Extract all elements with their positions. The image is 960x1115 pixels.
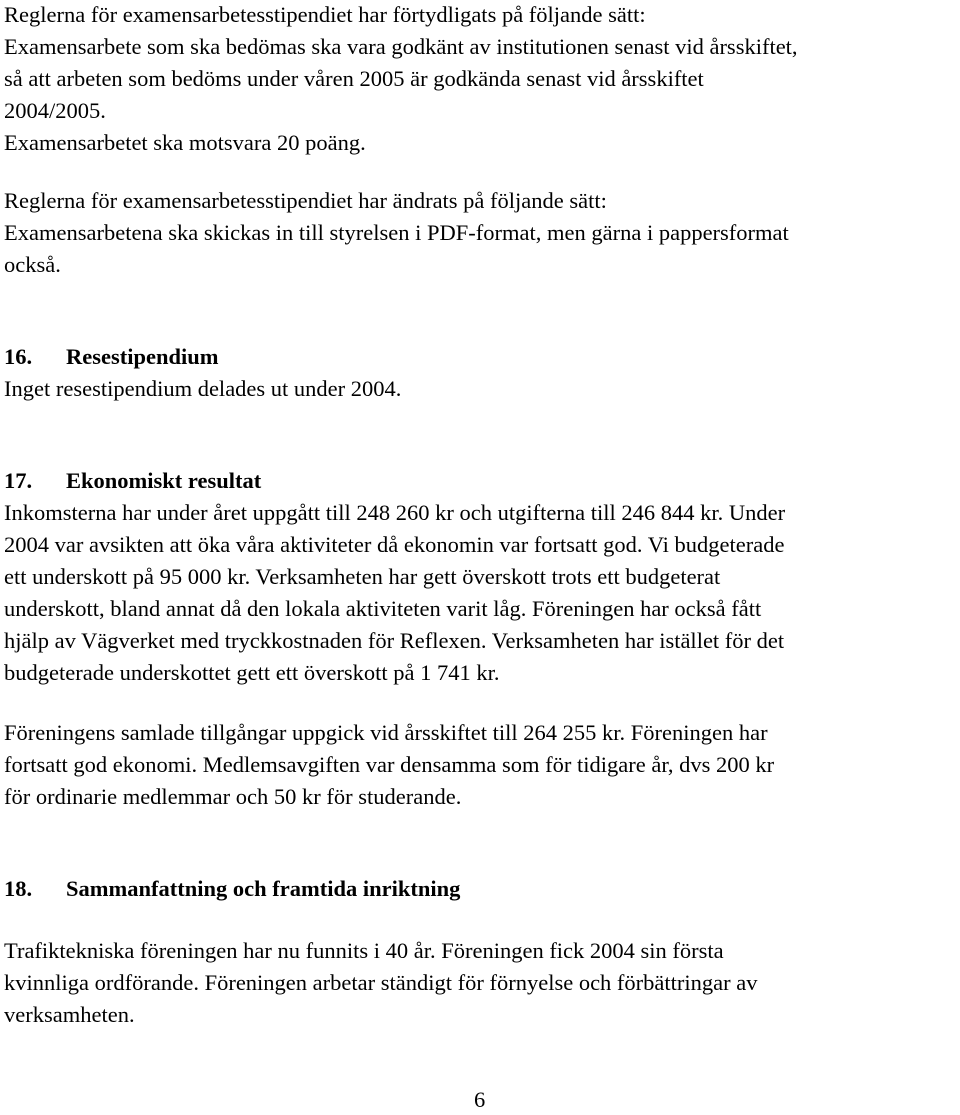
text-line: budgeterade underskottet gett ett överskott på 1 741 kr. (4, 660, 500, 685)
section-heading (4, 466, 261, 496)
section-title: Resestipendium (66, 344, 219, 369)
text-line: så att arbeten som bedöms under våren 2005 är godkända senast vid årsskiftet (4, 66, 704, 91)
text-line: Föreningens samlade tillgångar uppgick vid årsskiftet till 264 255 kr. Föreningen har (4, 720, 768, 745)
text-line: ett underskott på 95 000 kr. Verksamheten har gett överskott trots ett budgeterat (4, 564, 721, 589)
text-line: Reglerna för examensarbetesstipendiet har ändrats på följande sätt: (4, 188, 607, 213)
text-line: Examensarbete som ska bedömas ska vara godkänt av institutionen senast vid årsskiftet, (4, 34, 798, 59)
section-number: 16. (4, 344, 33, 369)
text-line: Inget resestipendium delades ut under 2004. (4, 376, 402, 401)
text-line: Trafiktekniska föreningen har nu funnits i 40 år. Föreningen fick 2004 sin första (4, 938, 724, 963)
text-line: Examensarbetet ska motsvara 20 poäng. (4, 130, 366, 155)
section-title: Ekonomiskt resultat (66, 468, 262, 493)
text-line: Inkomsterna har under året uppgått till 248 260 kr och utgifterna till 246 844 kr. Under (4, 500, 786, 525)
section-title: Sammanfattning och framtida inriktning (66, 876, 461, 901)
section-heading (4, 342, 219, 372)
text-line: Examensarbetena ska skickas in till styrelsen i PDF-format, men gärna i pappersformat (4, 220, 789, 245)
text-line: verksamheten. (4, 1002, 135, 1027)
text-line: 2004 var avsikten att öka våra aktiviteter då ekonomin var fortsatt god. Vi budgeterade (4, 532, 785, 557)
text-line: fortsatt god ekonomi. Medlemsavgiften var densamma som för tidigare år, dvs 200 kr (4, 752, 775, 777)
section-number: 17. (4, 468, 33, 493)
text-line: kvinnliga ordförande. Föreningen arbetar ständigt för förnyelse och förbättringar av (4, 970, 758, 995)
section-number: 18. (4, 876, 33, 901)
text-line: för ordinarie medlemmar och 50 kr för studerande. (4, 784, 462, 809)
text-line: Reglerna för examensarbetesstipendiet har förtydligats på följande sätt: (4, 2, 646, 27)
page-number: 6 (474, 1087, 486, 1112)
text-line: också. (4, 252, 61, 277)
text-line: 2004/2005. (4, 98, 106, 123)
section-heading (4, 874, 460, 904)
text-line: underskott, bland annat då den lokala aktiviteten varit låg. Föreningen har också fått (4, 596, 762, 621)
text-line: hjälp av Vägverket med tryckkostnaden för Reflexen. Verksamheten har istället för det (4, 628, 785, 653)
